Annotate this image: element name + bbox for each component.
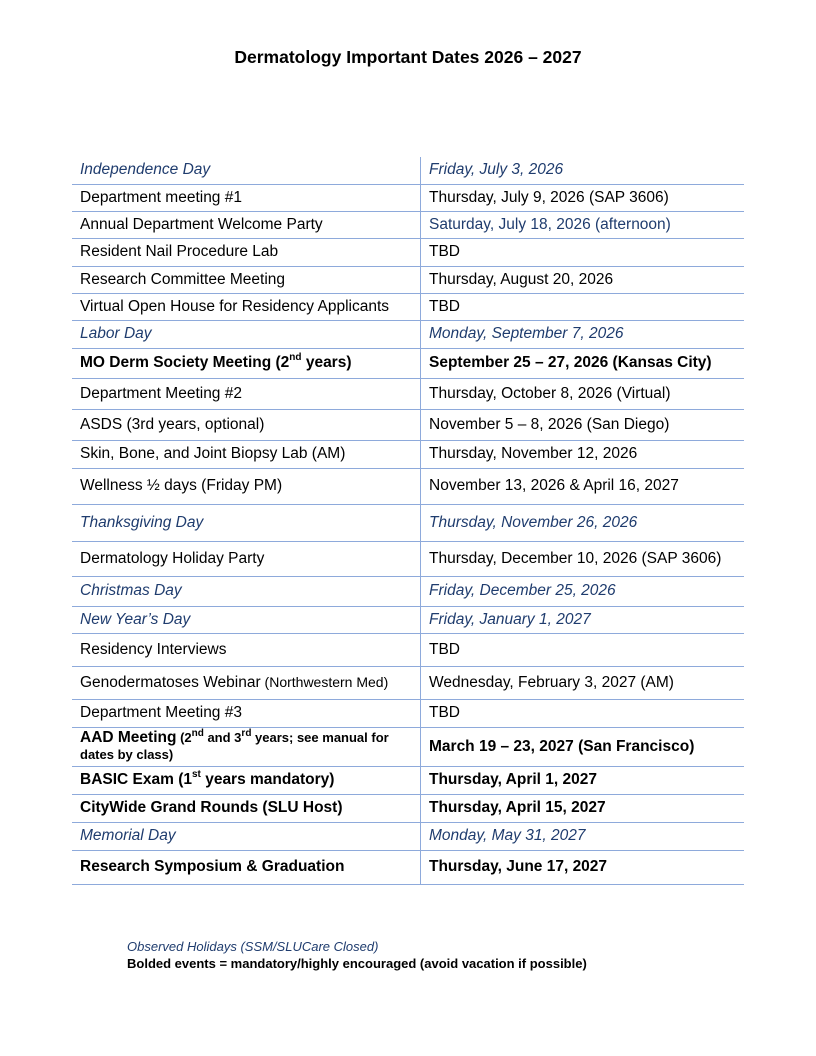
event-cell: Department meeting #1 [72,184,421,211]
event-cell: Research Symposium & Graduation [72,850,421,884]
event-cell: Resident Nail Procedure Lab [72,238,421,266]
event-cell: Department Meeting #3 [72,699,421,727]
ordinal-suffix: nd [191,727,204,739]
table-row [72,504,744,541]
table-row [72,293,744,320]
event-text: years mandatory) [200,771,335,789]
date-cell: Monday, September 7, 2026 [421,320,745,348]
ordinal-suffix: st [191,768,201,780]
event-cell: Christmas Day [72,576,421,606]
event-note-part: (2 [176,730,192,746]
date-cell: Monday, May 31, 2027 [421,822,745,850]
date-cell: Thursday, October 8, 2026 (Virtual) [421,378,745,409]
event-cell: Thanksgiving Day [72,504,421,541]
event-text: Genodermatoses Webinar [80,673,261,691]
table-row [72,699,744,727]
table-row [72,320,744,348]
date-cell: March 19 – 23, 2027 (San Francisco) [421,727,745,766]
table-row [72,378,744,409]
date-cell: Friday, January 1, 2027 [421,606,745,633]
table-row [72,211,744,238]
date-cell: TBD [421,293,745,320]
event-cell [72,727,421,766]
event-cell: Labor Day [72,320,421,348]
table-row [72,348,744,378]
legend [127,939,587,971]
event-cell: Independence Day [72,157,421,184]
event-cell [72,766,421,794]
table-row [72,440,744,468]
event-text: years) [301,354,352,372]
table-row [72,184,744,211]
table-row [72,766,744,794]
event-cell: Virtual Open House for Residency Applicants [72,293,421,320]
table-row [72,409,744,440]
event-cell [72,348,421,378]
date-cell: TBD [421,238,745,266]
ordinal-suffix: nd [289,351,302,363]
event-cell: Annual Department Welcome Party [72,211,421,238]
date-cell: TBD [421,633,745,666]
event-text: BASIC Exam (1 [80,771,192,789]
date-cell: Thursday, April 15, 2027 [421,794,745,822]
date-cell: Thursday, August 20, 2026 [421,266,745,293]
table-row [72,541,744,576]
date-cell: Wednesday, February 3, 2027 (AM) [421,666,745,699]
table-row [72,727,744,766]
ordinal-suffix: rd [241,727,252,739]
event-cell: Wellness ½ days (Friday PM) [72,468,421,504]
date-cell: November 13, 2026 & April 16, 2027 [421,468,745,504]
table-row [72,468,744,504]
table-row [72,266,744,293]
date-cell: Friday, July 3, 2026 [421,157,745,184]
event-note: (Northwestern Med) [260,673,389,690]
event-cell: Residency Interviews [72,633,421,666]
event-text: AAD Meeting [80,729,177,747]
event-cell: CityWide Grand Rounds (SLU Host) [72,794,421,822]
date-cell: TBD [421,699,745,727]
event-cell: New Year’s Day [72,606,421,633]
date-cell: Friday, December 25, 2026 [421,576,745,606]
date-cell: Thursday, December 10, 2026 (SAP 3606) [421,541,745,576]
event-cell: Department Meeting #2 [72,378,421,409]
table-row [72,822,744,850]
date-cell: Thursday, June 17, 2027 [421,850,745,884]
date-cell: Thursday, November 12, 2026 [421,440,745,468]
event-cell: Memorial Day [72,822,421,850]
important-dates-table [72,157,744,885]
event-cell: Research Committee Meeting [72,266,421,293]
date-cell: Thursday, April 1, 2027 [421,766,745,794]
table-row [72,850,744,884]
date-cell: Thursday, November 26, 2026 [421,504,745,541]
event-note-part: and 3 [203,730,242,746]
table-row [72,666,744,699]
page-title: Dermatology Important Dates 2026 – 2027 [234,47,582,67]
event-note-part: years; see manual for dates by class) [80,730,389,762]
table-row [72,157,744,184]
date-cell: November 5 – 8, 2026 (San Diego) [421,409,745,440]
table-row [72,238,744,266]
event-cell: Skin, Bone, and Joint Biopsy Lab (AM) [72,440,421,468]
event-cell [72,666,421,699]
table-row [72,633,744,666]
event-text: MO Derm Society Meeting (2 [80,354,290,372]
table-row [72,576,744,606]
event-cell: Dermatology Holiday Party [72,541,421,576]
date-cell: Thursday, July 9, 2026 (SAP 3606) [421,184,745,211]
event-cell: ASDS (3rd years, optional) [72,409,421,440]
date-cell: Saturday, July 18, 2026 (afternoon) [421,211,745,238]
legend-bolded: Bolded events = mandatory/highly encouraged (avoid vacation if possible) [127,956,587,971]
legend-holidays: Observed Holidays (SSM/SLUCare Closed) [127,939,379,954]
date-cell: September 25 – 27, 2026 (Kansas City) [421,348,745,378]
table-row [72,606,744,633]
table-row [72,794,744,822]
